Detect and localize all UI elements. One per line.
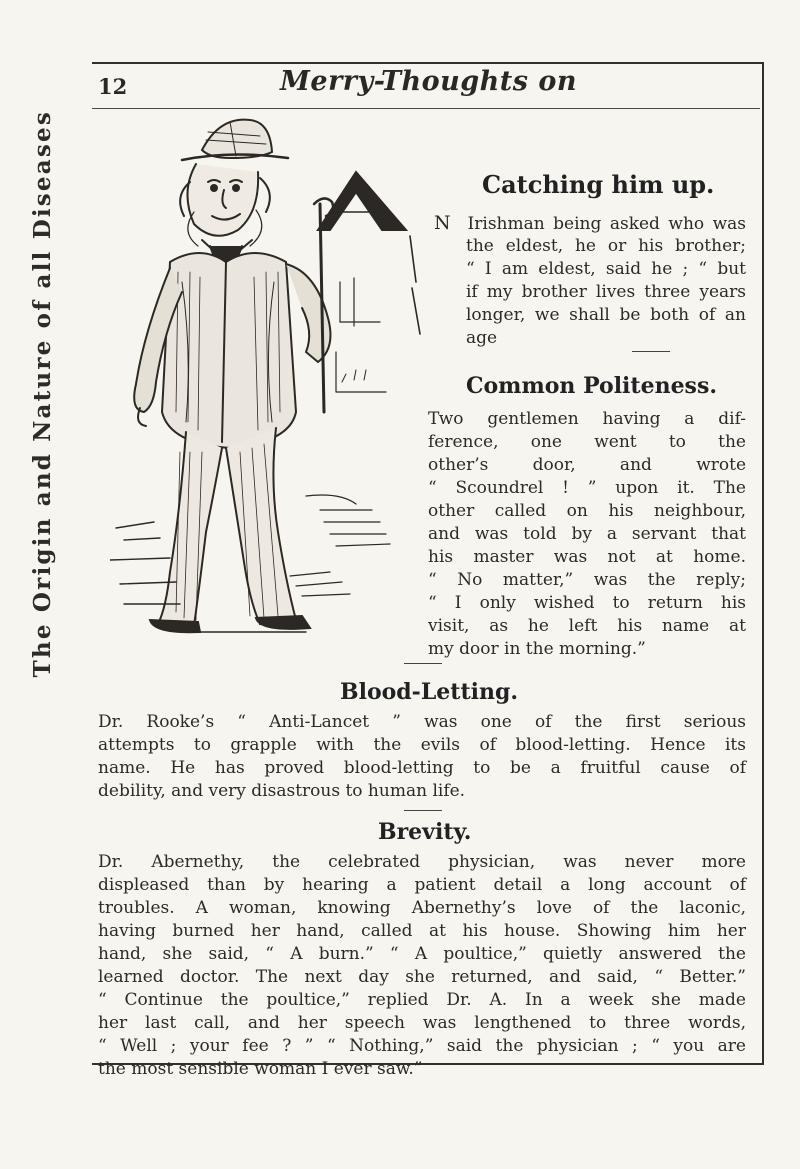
spine-title bbox=[22, 48, 62, 740]
rule-1 bbox=[632, 351, 670, 352]
heading-brevity: Brevity. bbox=[378, 819, 472, 845]
frame-top-rule bbox=[92, 62, 764, 64]
page-number: 12 bbox=[98, 74, 128, 99]
text-blood: Dr. Rooke’s “ Anti-Lancet ” was one of the first serious attempts to grapple with the evils of blood-letting. Hence its name. He has proved blood-letting to be a fruitful cause of debility, and very disastrous to human life. bbox=[98, 712, 746, 801]
header-rule bbox=[92, 108, 760, 109]
heading-blood: Blood-Letting. bbox=[340, 679, 518, 705]
rule-3 bbox=[404, 810, 442, 811]
drop-cap: N bbox=[434, 212, 451, 234]
heading-politeness: Common Politeness. bbox=[466, 373, 717, 399]
text-catching-cont: the eldest, he or his brother; “ I am eldest, said he ; “ but if my brother lives three years longer, we shall be both of an age bbox=[466, 236, 746, 348]
text-politeness: Two gentlemen having a dif- ference, one went to the other’s door, and wrote “ Scoundrel ! ” upon it. The other called on his neighbour, and was told by a servant that his master was not at home. “ No matter,” was the reply; “ I only wished to return his visit, as he left his name at my door in the morning.” bbox=[428, 409, 746, 659]
heading-catching: Catching him up. bbox=[482, 170, 715, 199]
rule-2 bbox=[404, 663, 442, 664]
frame-right-rule bbox=[762, 64, 764, 1064]
text-catching: N Irishman being asked who was bbox=[434, 212, 746, 234]
running-title: Merry-Thoughts on bbox=[280, 66, 578, 97]
irishman-illustration bbox=[110, 112, 432, 642]
spine-text: The Origin and Nature of all Diseases bbox=[28, 110, 56, 678]
text-brevity: Dr. Abernethy, the celebrated physician, was never more displeased than by hearing a patient detail a long account of troubles. A woman, knowing Abernethy’s love of the laconic, having burned her hand, called at his house. Showing him her hand, she said, “ A burn.” “ A poultice,” quietly answered the learned doctor. The next day she returned, and said, “ Better.” “ Continue the poultice,” replied Dr. A. In a week she made her last call, and her speech was lengthened to three words, “ Well ; your fee ? ” “ Nothing,” said the physician ; “ you are the most sensible woman I ever saw.” bbox=[98, 852, 746, 1079]
